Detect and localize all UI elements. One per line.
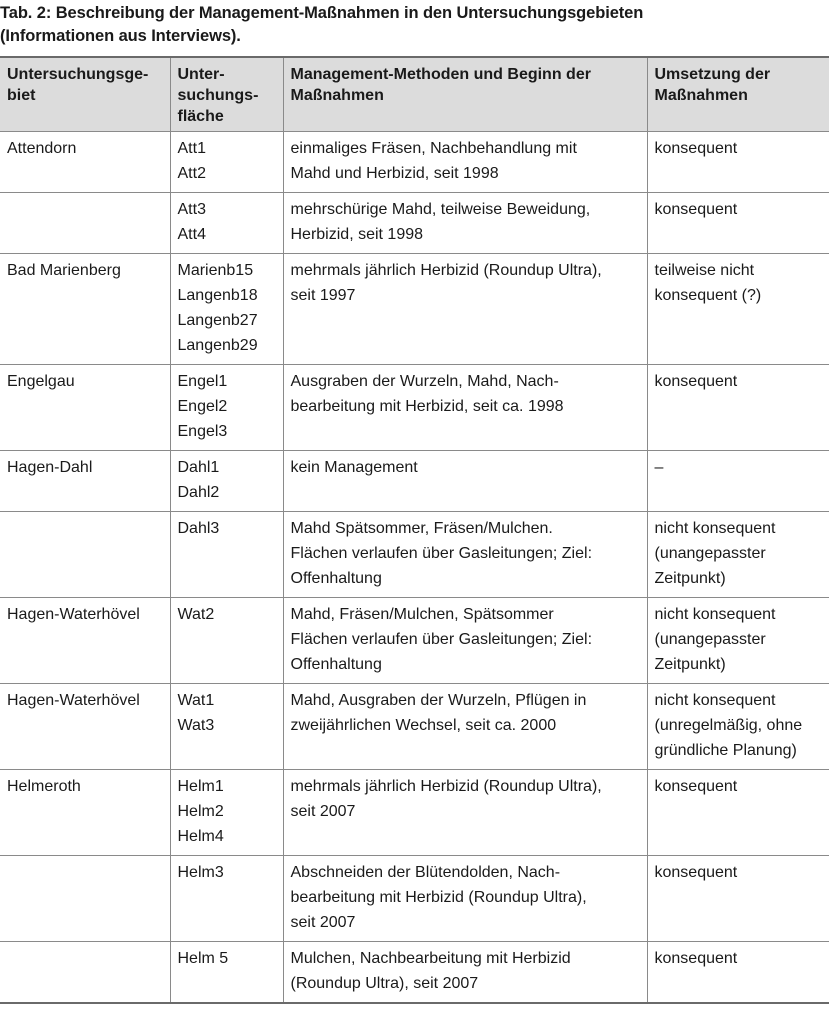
header-management-methoden: Management-Methoden und Beginn der Maßnahmen [283, 57, 647, 132]
cell-umsetzung: konsequent [647, 942, 829, 1004]
cell-umsetzung: nicht konsequent (unangepasster Zeitpunkt) [647, 598, 829, 684]
cell-methoden: Mahd, Fräsen/Mulchen, Spätsommer Flächen verlaufen über Gasleitungen; Ziel: Offenhaltung [283, 598, 647, 684]
cell-gebiet: Hagen-Dahl [0, 451, 170, 512]
table-row [0, 684, 829, 770]
cell-gebiet: Bad Marienberg [0, 254, 170, 365]
cell-flaeche: Wat2 [170, 598, 283, 684]
cell-umsetzung: konsequent [647, 365, 829, 451]
cell-gebiet: Helmeroth [0, 770, 170, 856]
table-row [0, 132, 829, 193]
management-table [0, 56, 829, 1004]
cell-methoden: mehrschürige Mahd, teilweise Beweidung, Herbizid, seit 1998 [283, 193, 647, 254]
table-row [0, 942, 829, 1004]
table-row [0, 365, 829, 451]
cell-gebiet: Attendorn [0, 132, 170, 193]
table-row [0, 451, 829, 512]
cell-flaeche: Marienb15 Langenb18 Langenb27 Langenb29 [170, 254, 283, 365]
cell-flaeche: Dahl1 Dahl2 [170, 451, 283, 512]
table-caption: Tab. 2: Beschreibung der Management-Maßnahmen in den Untersuchungsgebieten (Informationen aus Interviews). [0, 4, 644, 45]
cell-umsetzung: nicht konsequent (unangepasster Zeitpunkt) [647, 512, 829, 598]
cell-methoden: Abschneiden der Blütendolden, Nach- bearbeitung mit Herbizid (Roundup Ultra), seit 2007 [283, 856, 647, 942]
table-row [0, 598, 829, 684]
cell-flaeche: Helm3 [170, 856, 283, 942]
cell-umsetzung: konsequent [647, 856, 829, 942]
cell-gebiet: Engelgau [0, 365, 170, 451]
cell-flaeche: Dahl3 [170, 512, 283, 598]
cell-umsetzung: konsequent [647, 132, 829, 193]
cell-methoden: Mahd Spätsommer, Fräsen/Mulchen. Flächen verlaufen über Gasleitungen; Ziel: Offenhaltung [283, 512, 647, 598]
table-row [0, 770, 829, 856]
cell-methoden: Mahd, Ausgraben der Wurzeln, Pflügen in zweijährlichen Wechsel, seit ca. 2000 [283, 684, 647, 770]
table-row [0, 856, 829, 942]
header-untersuchungsflaeche: Unter- suchungs- fläche [170, 57, 283, 132]
table-row [0, 193, 829, 254]
cell-umsetzung: nicht konsequent (unregelmäßig, ohne gründliche Planung) [647, 684, 829, 770]
cell-gebiet: Hagen-Waterhövel [0, 684, 170, 770]
table-row [0, 254, 829, 365]
cell-flaeche: Wat1 Wat3 [170, 684, 283, 770]
table-row [0, 512, 829, 598]
cell-flaeche: Helm 5 [170, 942, 283, 1004]
cell-umsetzung: – [647, 451, 829, 512]
cell-flaeche: Helm1 Helm2 Helm4 [170, 770, 283, 856]
cell-umsetzung: teilweise nicht konsequent (?) [647, 254, 829, 365]
cell-umsetzung: konsequent [647, 193, 829, 254]
header-untersuchungsgebiet: Untersuchungsge- biet [0, 57, 170, 132]
cell-flaeche: Att3 Att4 [170, 193, 283, 254]
cell-gebiet [0, 942, 170, 1004]
cell-methoden: Mulchen, Nachbearbeitung mit Herbizid (Roundup Ultra), seit 2007 [283, 942, 647, 1004]
cell-methoden: mehrmals jährlich Herbizid (Roundup Ultra), seit 1997 [283, 254, 647, 365]
cell-gebiet [0, 856, 170, 942]
cell-methoden: mehrmals jährlich Herbizid (Roundup Ultra), seit 2007 [283, 770, 647, 856]
table-header-row [0, 57, 829, 132]
cell-flaeche: Att1 Att2 [170, 132, 283, 193]
cell-umsetzung: konsequent [647, 770, 829, 856]
cell-flaeche: Engel1 Engel2 Engel3 [170, 365, 283, 451]
cell-gebiet [0, 193, 170, 254]
cell-gebiet [0, 512, 170, 598]
cell-methoden: einmaliges Fräsen, Nachbehandlung mit Mahd und Herbizid, seit 1998 [283, 132, 647, 193]
cell-methoden: Ausgraben der Wurzeln, Mahd, Nach- bearbeitung mit Herbizid, seit ca. 1998 [283, 365, 647, 451]
header-umsetzung: Umsetzung der Maßnahmen [647, 57, 829, 132]
cell-gebiet: Hagen-Waterhövel [0, 598, 170, 684]
cell-methoden: kein Management [283, 451, 647, 512]
